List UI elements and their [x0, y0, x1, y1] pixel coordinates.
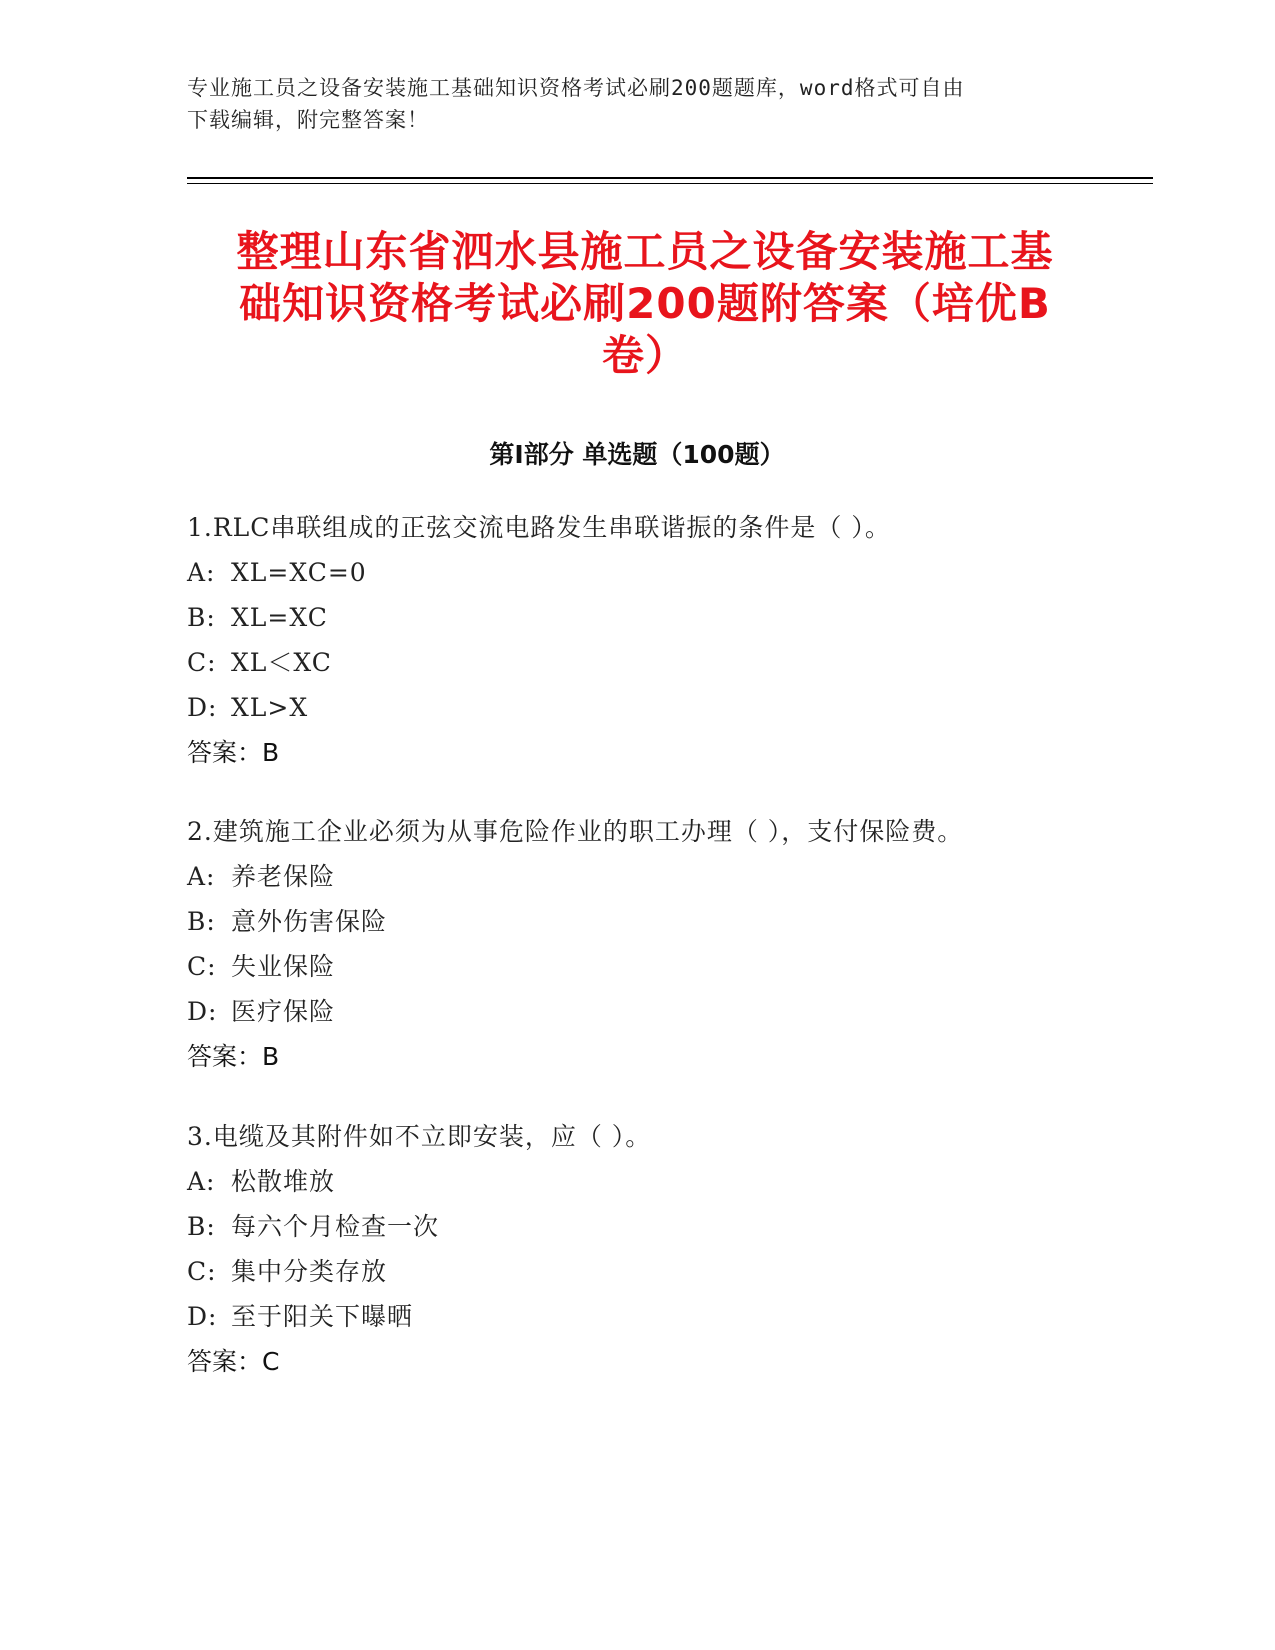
option-text: XL=XC=0 — [231, 558, 367, 587]
option-d — [187, 1294, 1147, 1339]
option-text: 失业保险 — [231, 952, 336, 981]
header-note-line-1: 专业施工员之设备安装施工基础知识资格考试必刷200题题库，word格式可自由 — [187, 76, 965, 100]
option-text: XL＜XC — [231, 648, 332, 677]
option-text: 意外伤害保险 — [231, 907, 388, 936]
option-a — [187, 550, 1147, 595]
option-c — [187, 944, 1147, 989]
option-letter: A: — [187, 1167, 216, 1196]
option-a — [187, 854, 1147, 899]
header-note-line-2: 下载编辑，附完整答案！ — [187, 108, 429, 132]
option-text: 医疗保险 — [231, 997, 336, 1026]
option-letter: B: — [187, 907, 216, 936]
section-heading: 第Ⅰ部分 单选题（100题） — [489, 440, 785, 469]
option-b — [187, 595, 1147, 640]
option-b — [187, 1204, 1147, 1249]
option-letter: C: — [187, 952, 217, 981]
option-text: 每六个月检查一次 — [231, 1212, 440, 1241]
question-stem: 3.电缆及其附件如不立即安装，应（ ）。 — [187, 1122, 652, 1151]
option-c — [187, 640, 1147, 685]
answer: 答案：B — [187, 738, 280, 767]
option-letter: B: — [187, 603, 216, 632]
option-letter: A: — [187, 558, 216, 587]
title-line-3: 卷） — [601, 331, 688, 380]
title-line-2: 础知识资格考试必刷200题附答案（培优B — [239, 279, 1051, 328]
question-stem: 1.RLC串联组成的正弦交流电路发生串联谐振的条件是（ ）。 — [187, 513, 891, 542]
question-3 — [187, 1114, 1147, 1384]
header-note — [187, 72, 1087, 136]
title-line-1: 整理山东省泗水县施工员之设备安装施工基 — [236, 227, 1054, 276]
answer: 答案：B — [187, 1042, 280, 1071]
option-letter: D: — [187, 1302, 218, 1331]
option-a — [187, 1159, 1147, 1204]
option-text: XL>X — [231, 693, 309, 722]
option-letter: A: — [187, 862, 216, 891]
option-text: 养老保险 — [231, 862, 336, 891]
option-b — [187, 899, 1147, 944]
question-2 — [187, 809, 1147, 1079]
option-letter: C: — [187, 648, 217, 677]
option-text: 松散堆放 — [231, 1167, 336, 1196]
header-divider-thin — [187, 183, 1153, 184]
question-1 — [187, 505, 1147, 775]
header-divider-thick — [187, 177, 1153, 179]
option-letter: D: — [187, 693, 218, 722]
option-letter: C: — [187, 1257, 217, 1286]
question-stem: 2.建筑施工企业必须为从事危险作业的职工办理（ ），支付保险费。 — [187, 817, 964, 846]
document-title — [180, 226, 1110, 382]
option-text: 集中分类存放 — [231, 1257, 388, 1286]
option-text: 至于阳关下曝晒 — [231, 1302, 414, 1331]
option-text: XL=XC — [231, 603, 328, 632]
option-letter: B: — [187, 1212, 216, 1241]
option-letter: D: — [187, 997, 218, 1026]
option-d — [187, 685, 1147, 730]
option-c — [187, 1249, 1147, 1294]
option-d — [187, 989, 1147, 1034]
answer: 答案：C — [187, 1347, 280, 1376]
